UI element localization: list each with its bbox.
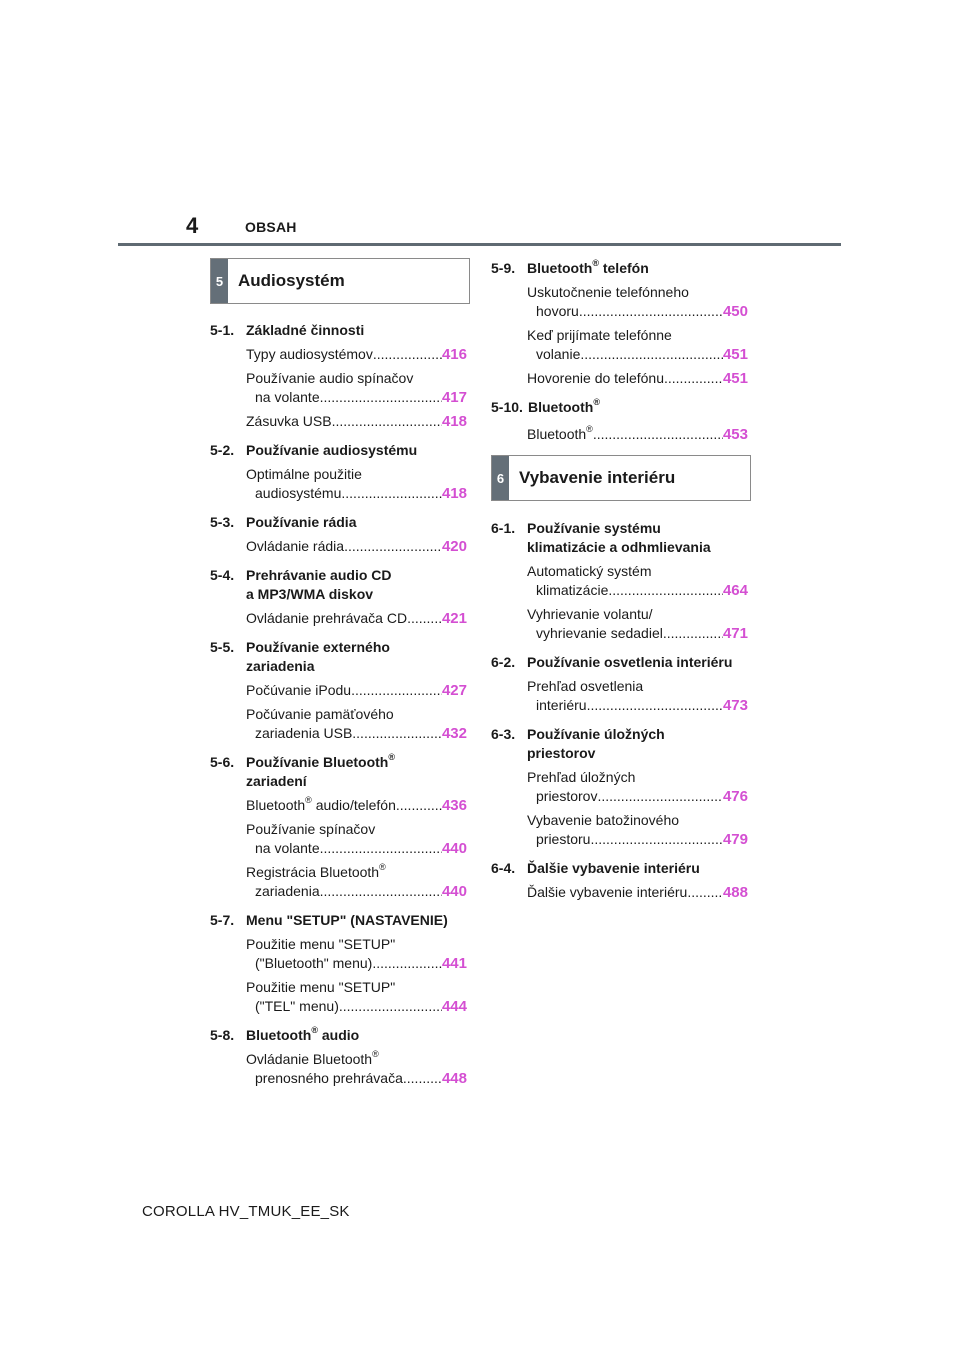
toc-entry[interactable]: Vyhrievanie volantu/ vyhrievanie sedadiel ..... 471 [491, 605, 748, 643]
toc-chapter-5-5[interactable]: 5-5. Používanie externého zariadenia [210, 639, 390, 674]
toc-chapter-5-7[interactable]: 5-7. Menu "SETUP" (NASTAVENIE) [210, 912, 448, 928]
toc-chapter-5-4[interactable]: 5-4. Prehrávanie audio CD a MP3/WMA diskov [210, 567, 392, 602]
page-link[interactable]: 448 [441, 1070, 467, 1087]
toc-entry[interactable]: Automatický systém klimatizácie ..... 464 [491, 562, 748, 600]
section-header-audio [210, 258, 470, 304]
page-link[interactable]: 453 [722, 426, 748, 443]
page-link[interactable]: 418 [441, 413, 467, 430]
page-link[interactable]: 451 [722, 346, 748, 363]
toc-chapter-5-8[interactable]: 5-8. Bluetooth® audio [210, 1025, 360, 1043]
toc-right-column-top [491, 249, 748, 444]
toc-entry[interactable]: Použitie menu "SETUP" ("Bluetooth" menu) ..... 441 [210, 935, 467, 973]
toc-entry[interactable]: Prehľad úložných priestorov ..... 476 [491, 768, 748, 806]
toc-chapter-5-6[interactable]: 5-6. Používanie Bluetooth® zariadení [210, 752, 395, 789]
page-link[interactable]: 440 [441, 840, 467, 857]
toc-chapter-6-2[interactable]: 6-2. Používanie osvetlenia interiéru [491, 654, 733, 670]
page-link[interactable]: 488 [722, 884, 748, 901]
document-code: COROLLA HV_TMUK_EE_SK [142, 1203, 350, 1220]
page-link[interactable]: 416 [441, 346, 467, 363]
page-title: OBSAH [245, 219, 297, 235]
page-link[interactable]: 440 [441, 883, 467, 900]
toc-entry[interactable]: Bluetooth® ..... 453 [491, 425, 748, 444]
section-header-interior [491, 455, 751, 501]
toc-entry[interactable]: Ovládanie Bluetooth® prenosného prehrávača ..... 448 [210, 1050, 467, 1088]
page-link[interactable]: 418 [441, 485, 467, 502]
toc-chapter-5-3[interactable]: 5-3. Používanie rádia [210, 514, 357, 530]
toc-entry[interactable]: Hovorenie do telefónu ..... 451 [491, 369, 748, 388]
toc-entry[interactable]: Prehľad osvetlenia interiéru ..... 473 [491, 677, 748, 715]
toc-chapter-5-10[interactable]: 5-10. Bluetooth® [491, 397, 600, 415]
toc-entry[interactable]: Ďalšie vybavenie interiéru ..... 488 [491, 883, 748, 902]
toc-entry[interactable]: Ovládanie prehrávača CD ..... 421 [210, 609, 467, 628]
page-link[interactable]: 471 [722, 625, 748, 642]
page-link[interactable]: 432 [441, 725, 467, 742]
page-link[interactable]: 441 [441, 955, 467, 972]
page-link[interactable]: 476 [722, 788, 748, 805]
toc-entry[interactable]: Optimálne použitie audiosystému ..... 418 [210, 465, 467, 503]
page-number: 4 [186, 213, 199, 238]
toc-entry[interactable]: Počúvanie pamäťového zariadenia USB ..... 432 [210, 705, 467, 743]
toc-entry[interactable]: Používanie audio spínačov na volante ..... 417 [210, 369, 467, 407]
page-link[interactable]: 420 [441, 538, 467, 555]
toc-entry[interactable]: Bluetooth® audio/telefón ..... 436 [210, 796, 467, 815]
toc-chapter-6-1[interactable]: 6-1. Používanie systému klimatizácie a odhmlievania [491, 520, 711, 555]
section-tab-number: 6 [492, 456, 509, 500]
section-title: Audiosystém [238, 271, 345, 290]
page-link[interactable]: 479 [722, 831, 748, 848]
toc-entry[interactable]: Počúvanie iPodu ..... 427 [210, 681, 467, 700]
toc-entry[interactable]: Uskutočnenie telefónneho hovoru ..... 450 [491, 283, 748, 321]
header-rule [118, 243, 841, 246]
toc-entry[interactable]: Vybavenie batožinového priestoru ..... 479 [491, 811, 748, 849]
section-tab-number: 5 [211, 259, 228, 303]
toc-entry[interactable]: Zásuvka USB ..... 418 [210, 412, 467, 431]
toc-chapter-5-9[interactable]: 5-9. Bluetooth® telefón [491, 258, 649, 276]
page-link[interactable]: 473 [722, 697, 748, 714]
toc-entry[interactable]: Typy audiosystémov ..... 416 [210, 345, 467, 364]
page-link[interactable]: 427 [441, 682, 467, 699]
toc-entry[interactable]: Registrácia Bluetooth® zariadenia ..... 440 [210, 863, 467, 901]
page-link[interactable]: 421 [441, 610, 467, 627]
toc-entry[interactable]: Keď prijímate telefónne volanie ..... 451 [491, 326, 748, 364]
toc-left-column [210, 311, 467, 1088]
toc-chapter-5-1[interactable]: 5-1. Základné činnosti [210, 322, 365, 338]
page-link[interactable]: 417 [441, 389, 467, 406]
toc-chapter-5-2[interactable]: 5-2. Používanie audiosystému [210, 442, 418, 458]
toc-right-column-bottom [491, 509, 748, 902]
page-link[interactable]: 450 [722, 303, 748, 320]
toc-entry[interactable]: Použitie menu "SETUP" ("TEL" menu) ..... 444 [210, 978, 467, 1016]
section-title: Vybavenie interiéru [519, 468, 676, 487]
toc-chapter-6-4[interactable]: 6-4. Ďalšie vybavenie interiéru [491, 860, 700, 876]
page-link[interactable]: 444 [441, 998, 467, 1015]
toc-chapter-6-3[interactable]: 6-3. Používanie úložných priestorov [491, 726, 665, 761]
toc-entry[interactable]: Ovládanie rádia ..... 420 [210, 537, 467, 556]
toc-entry[interactable]: Používanie spínačov na volante ..... 440 [210, 820, 467, 858]
page-link[interactable]: 464 [722, 582, 748, 599]
page-link[interactable]: 436 [441, 797, 467, 814]
page-link[interactable]: 451 [722, 370, 748, 387]
